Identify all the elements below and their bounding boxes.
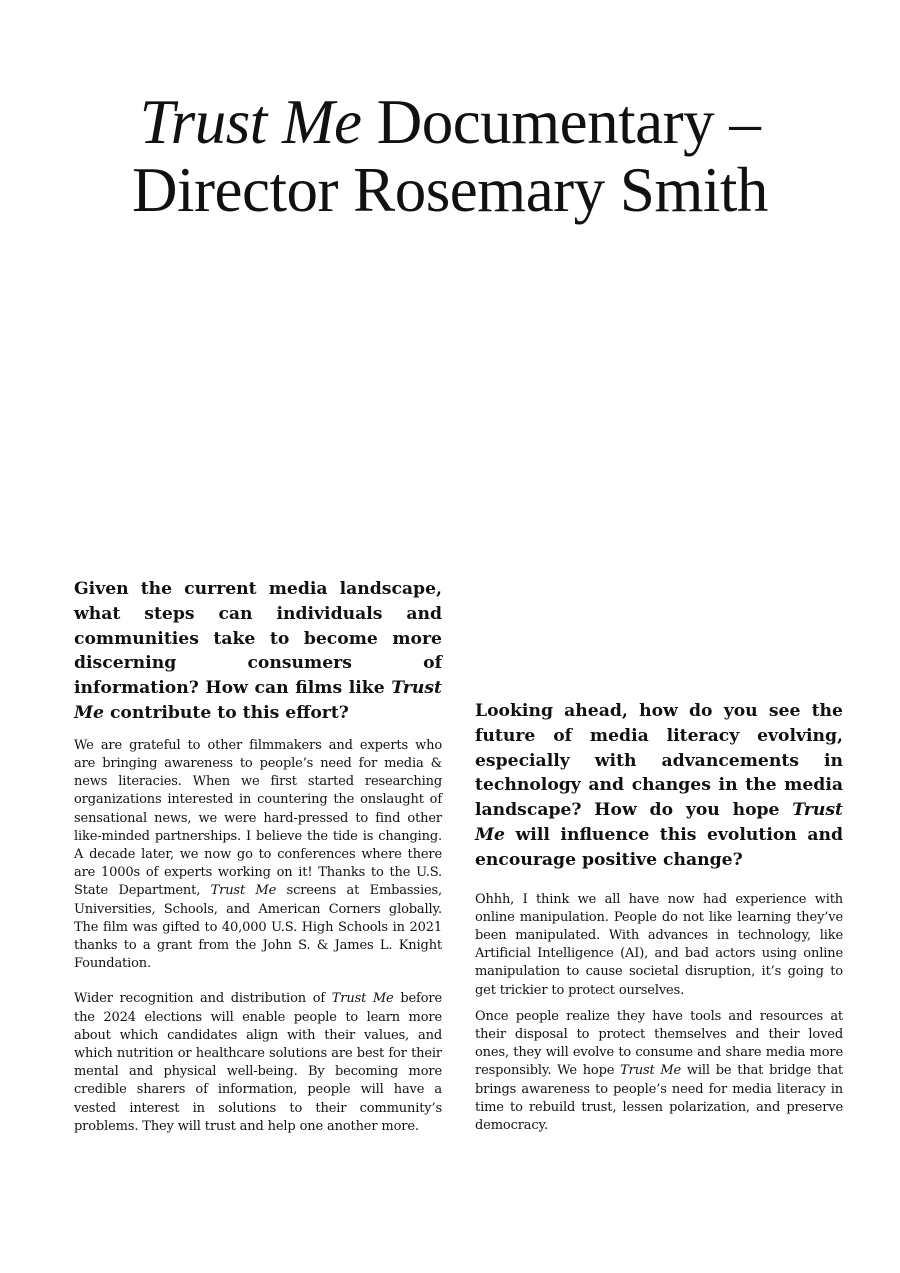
paragraph-text-end: will be that bridge that brings awareness to people’s need for media literacy in time to rebuild trust, lessen polarization, and preserve democracy. — [475, 1063, 844, 1134]
question-text: Given the current media landscape, what steps can individuals and communities take to become more discerning consumers of information? How can films like — [74, 579, 442, 699]
question-future-media-literacy — [475, 699, 843, 873]
paragraph-film-name: Trust Me — [210, 883, 277, 899]
answer-paragraph-2 — [74, 990, 442, 1136]
paragraph-text: We are grateful to other filmmakers and experts who are bringing awareness to people’s need for media & news literacies. When we first started researching organizations interested in countering the onslaught of sensational news, we were hard-pressed to find other like-minded partnerships. I believe the tide is changing. A decade later, we now go to conferences where there are 1000s of experts working on it! Thanks to the U.S. State Department, — [74, 737, 442, 899]
question-text-end: contribute to this effort? — [103, 702, 349, 723]
paragraph-film-name: Trust Me — [620, 1063, 682, 1079]
question-media-landscape — [74, 577, 442, 726]
answer-paragraph-3 — [475, 891, 843, 1000]
question-film-name: Trust Me — [475, 800, 843, 845]
paragraph-text-end: screens at Embassies, Universities, Schools, and American Corners globally. The film was gifted to 40,000 U.S. High Schools in 2021 thanks to a grant from the John S. & James L. Knight Foundation. — [74, 883, 442, 972]
title-rest: Documentary – Director Rosemary Smith — [132, 87, 768, 225]
paragraph-text: Ohhh, I think we all have now had experience with online manipulation. People do not like learning they’ve been manipulated. With advances in technology, like Artificial Intelligence (AI), and bad actors using online manipulation to cause societal disruption, it’s going to get trickier to protect ourselves. — [475, 891, 843, 998]
paragraph-text: Wider recognition and distribution of — [74, 991, 332, 1007]
question-film-name: Trust Me — [74, 678, 442, 723]
right-column — [475, 699, 843, 1135]
paragraph-text-end: before the 2024 elections will enable people to learn more about which candidates align with their values, and which nutrition or healthcare solutions are best for their mental and physical well-being. By becoming more credible sharers of information, people will have a vested interest in solutions to their community’s problems. They will trust and help one another more. — [74, 991, 442, 1134]
title-film-name: Trust Me — [139, 87, 362, 157]
paragraph-text: Once people realize they have tools and resources at their disposal to protect themselves and their loved ones, they will evolve to consume and share media more responsibly. We hope — [475, 1008, 843, 1079]
page-title — [60, 88, 840, 224]
question-text: Looking ahead, how do you see the future of media literacy evolving, especially with advancements in technology and changes in the media landscape? How do you hope — [475, 701, 843, 821]
answer-paragraph-1 — [74, 737, 442, 974]
question-text-end: will influence this evolution and encourage positive change? — [475, 824, 843, 870]
paragraph-film-name: Trust Me — [331, 991, 394, 1007]
answer-paragraph-4 — [475, 1008, 843, 1135]
left-column — [74, 577, 442, 1136]
